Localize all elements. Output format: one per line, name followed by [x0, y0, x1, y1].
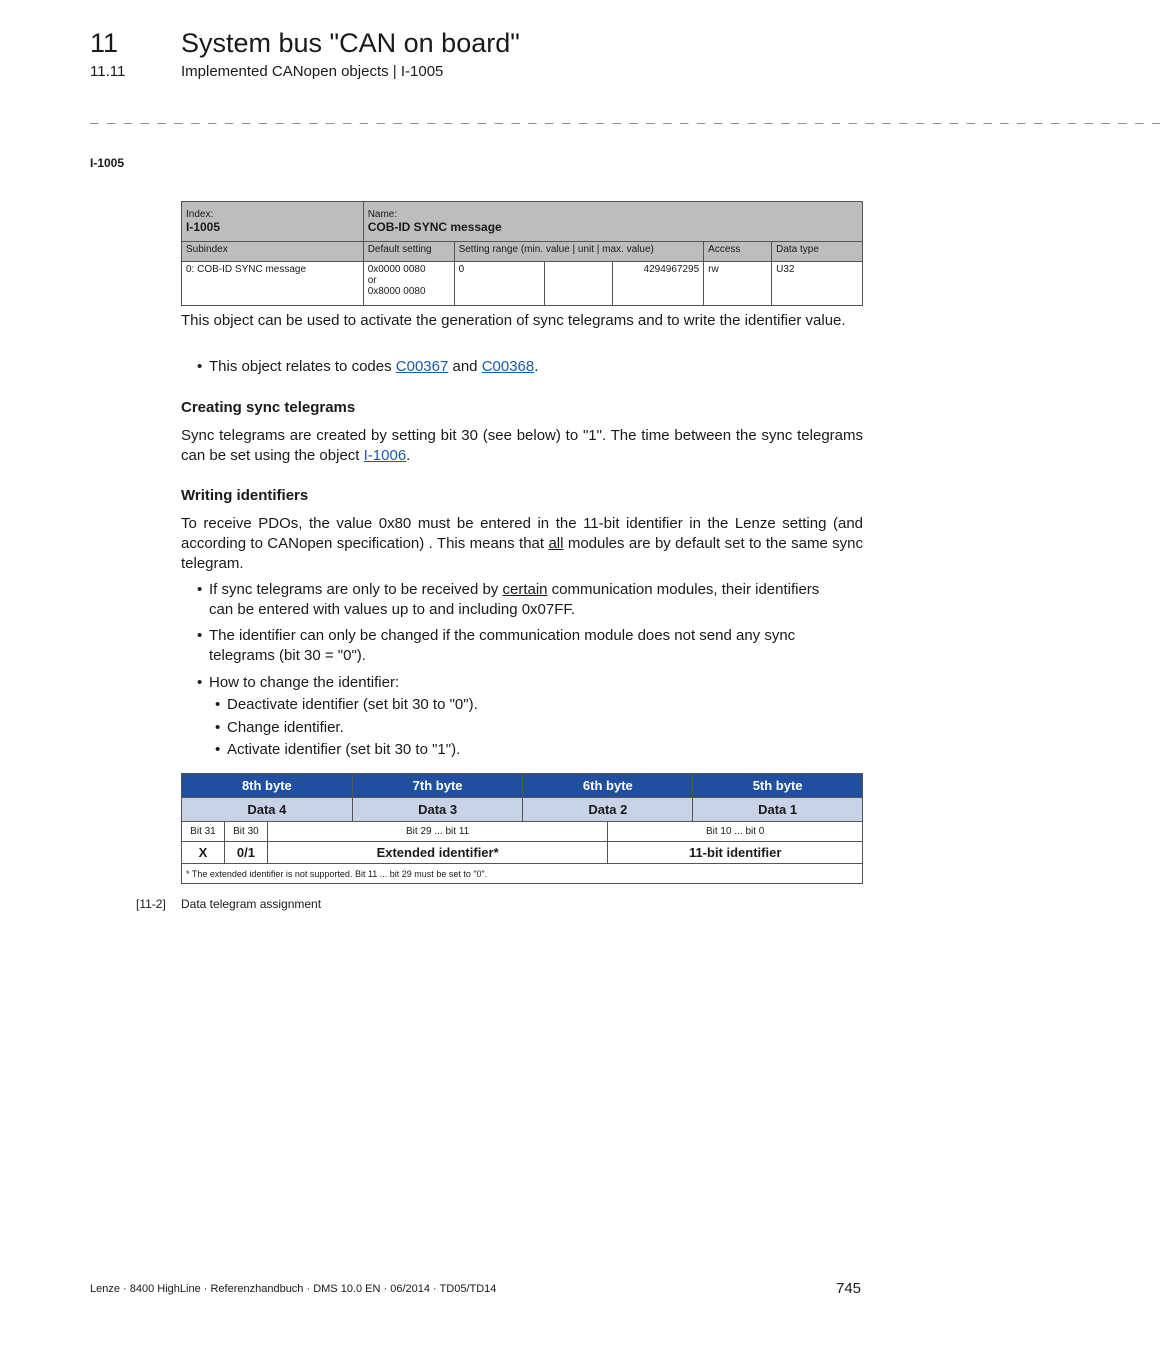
index-label: Index: — [186, 209, 214, 220]
b3-text: How to change the identifier: — [209, 674, 400, 691]
writing-bullet-1-text — [209, 580, 859, 620]
col-type: Data type — [772, 242, 863, 262]
row-default-3: 0x8000 0080 — [367, 286, 426, 297]
writing-paragraph — [181, 514, 863, 574]
byte-7: 7th byte — [352, 774, 523, 798]
b1-pre: If sync telegrams are only to be received by — [209, 581, 503, 598]
bits-29-11: Bit 29 ... bit 11 — [267, 822, 607, 842]
link-c00367[interactable]: C00367 — [395, 358, 449, 375]
writing-bullet-2-text — [209, 626, 859, 666]
footer-doc-info: Lenze · 8400 HighLine · Referenzhandbuch · DMS 10.0 EN · 06/2014 · TD05/TD14 — [90, 1283, 497, 1295]
b1-certain: certain — [502, 581, 548, 598]
value-bit-30: 0/1 — [224, 842, 267, 864]
sub-bullet-3-text: Activate identifier (set bit 30 to "1"). — [227, 741, 461, 758]
sub-bullet-2-text: Change identifier. — [227, 719, 344, 736]
table-footnote: * The extended identifier is not supported. Bit 11 ... bit 29 must be set to "0". — [182, 864, 863, 884]
writing-heading: Writing identifiers — [181, 487, 309, 504]
bullet-dot: • — [215, 719, 221, 736]
writing-bullet-2 — [197, 626, 857, 666]
value-extended-identifier: Extended identifier* — [267, 842, 607, 864]
index-value: I-1005 — [186, 220, 221, 234]
bullet-dot: • — [197, 627, 203, 644]
object-label: I-1005 — [90, 156, 125, 170]
creating-text-pre: Sync telegrams are created by setting bit 30 (see below) to "1". The time between the sync telegrams can be set using the object — [181, 427, 863, 464]
bit-30: Bit 30 — [224, 822, 267, 842]
sub-bullet-1 — [215, 695, 855, 715]
name-value: COB-ID SYNC message — [367, 220, 502, 234]
name-label: Name: — [367, 209, 398, 220]
intro-bullet-post: . — [534, 358, 539, 375]
creating-text-post: . — [406, 447, 411, 464]
writing-bullet-3 — [197, 673, 857, 693]
page-number: 745 — [836, 1280, 862, 1297]
figure-caption-text: Data telegram assignment — [181, 897, 322, 911]
figure-caption-number: [11-2] — [136, 897, 166, 911]
intro-bullet-pre: This object relates to codes — [209, 358, 396, 375]
col-default: Default setting — [363, 242, 454, 262]
row-max: 4294967295 — [613, 262, 704, 306]
bullet-dot: • — [197, 581, 203, 598]
object-table — [181, 201, 863, 306]
section-title: Implemented CANopen objects | I-1005 — [181, 63, 444, 80]
byte-5: 5th byte — [693, 774, 863, 798]
row-type: U32 — [772, 262, 863, 306]
intro-bullet-mid: and — [448, 358, 482, 375]
row-min: 0 — [454, 262, 545, 306]
data-4: Data 4 — [182, 798, 353, 822]
col-subindex: Subindex — [182, 242, 364, 262]
writing-text-post: modules are by default set to the same sync telegram. — [181, 535, 864, 572]
dashed-rule: _ _ _ _ _ _ _ _ _ _ _ _ _ _ _ _ _ _ _ _ _ _ _ _ _ _ _ _ _ _ _ _ _ _ _ _ _ _ _ _ _ _ _ _ _ _ _ _ _ _ _ _ _ _ _ _ _ _ _ _ _ _ _ _ — [90, 108, 1160, 124]
b1-post: communication modules, their identifiers — [547, 581, 820, 598]
sub-bullet-2 — [215, 718, 855, 738]
intro-bullet-text — [209, 357, 538, 377]
bits-10-0: Bit 10 ... bit 0 — [608, 822, 863, 842]
bullet-dot: • — [197, 674, 203, 691]
section-number: 11.11 — [90, 63, 126, 80]
name-cell — [363, 202, 862, 242]
bullet-dot: • — [215, 696, 221, 713]
link-i1006[interactable]: I-1006 — [363, 447, 407, 464]
row-unit — [545, 262, 613, 306]
row-subindex: 0: COB-ID SYNC message — [182, 262, 364, 306]
writing-text-pre: To receive PDOs, the value 0x80 must be entered in the 11-bit identifier in the Lenze setting (and according to CANopen specification) . This means that — [181, 515, 863, 552]
data-3: Data 3 — [352, 798, 523, 822]
row-default — [363, 262, 454, 306]
chapter-number: 11 — [90, 28, 119, 58]
byte-8: 8th byte — [182, 774, 353, 798]
writing-text-all: all — [548, 535, 564, 552]
chapter-title: System bus "CAN on board" — [181, 28, 520, 58]
byte-table — [181, 773, 863, 884]
b1-line2: can be entered with values up to and including 0x07FF. — [209, 601, 576, 618]
data-2: Data 2 — [523, 798, 693, 822]
sub-bullet-3 — [215, 740, 855, 760]
b2-line1: The identifier can only be changed if the communication module does not send any sync — [209, 627, 796, 644]
row-default-1: 0x0000 0080 — [367, 264, 426, 275]
bullet-dot: • — [197, 358, 203, 375]
bullet-dot: • — [215, 741, 221, 758]
data-1: Data 1 — [693, 798, 863, 822]
sub-bullet-1-text: Deactivate identifier (set bit 30 to "0"). — [227, 696, 478, 713]
link-c00368[interactable]: C00368 — [481, 358, 535, 375]
creating-paragraph — [181, 426, 863, 466]
byte-6: 6th byte — [523, 774, 693, 798]
intro-paragraph: This object can be used to activate the generation of sync telegrams and to write the identifier value. — [181, 312, 846, 329]
row-access: rw — [704, 262, 772, 306]
index-cell — [182, 202, 364, 242]
col-range: Setting range (min. value | unit | max. value) — [454, 242, 704, 262]
bit-31: Bit 31 — [182, 822, 225, 842]
value-11bit-identifier: 11-bit identifier — [608, 842, 863, 864]
b2-line2: telegrams (bit 30 = "0"). — [209, 647, 366, 664]
col-access: Access — [704, 242, 772, 262]
row-default-2: or — [367, 275, 377, 286]
creating-heading: Creating sync telegrams — [181, 399, 356, 416]
value-bit-31: X — [182, 842, 225, 864]
writing-bullet-1 — [197, 580, 857, 620]
